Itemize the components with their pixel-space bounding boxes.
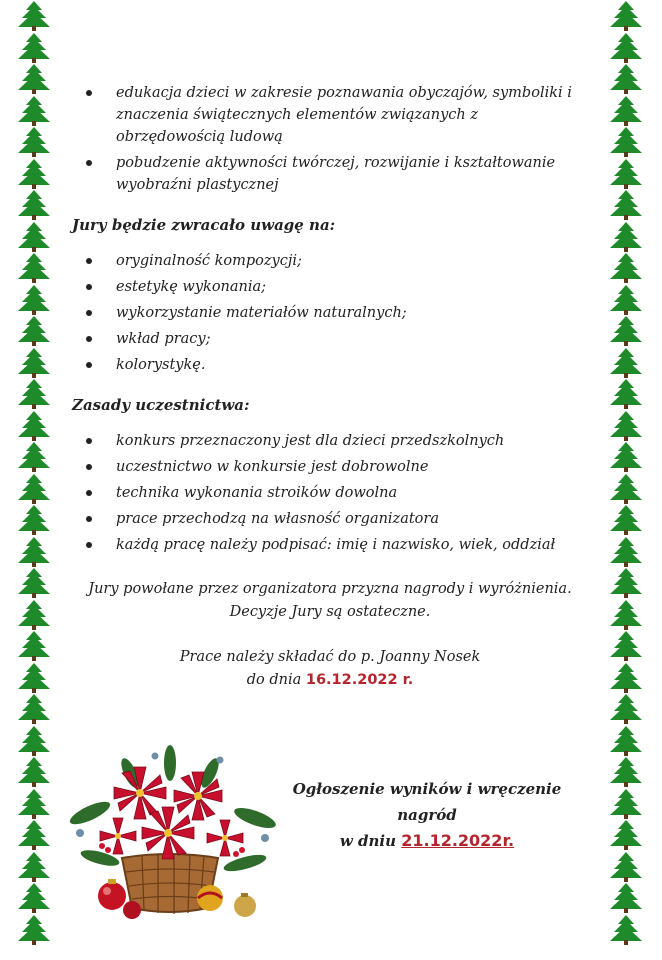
christmas-tree-icon <box>606 189 646 220</box>
list-item: pobudzenie aktywności twórczej, rozwijanie i kształtowanie wyobraźni plastycznej <box>70 152 590 196</box>
christmas-tree-icon <box>14 63 54 94</box>
christmas-tree-icon <box>606 819 646 850</box>
christmas-tree-icon <box>606 63 646 94</box>
christmas-tree-icon <box>606 536 646 567</box>
christmas-tree-icon <box>14 819 54 850</box>
christmas-tree-icon <box>14 189 54 220</box>
christmas-tree-icon <box>606 95 646 126</box>
submission-info <box>70 646 590 692</box>
poinsettia-basket-icon <box>60 738 280 928</box>
jury-note-line: Decyzje Jury są ostateczne. <box>229 604 431 620</box>
left-tree-border <box>14 0 54 960</box>
christmas-tree-icon <box>14 662 54 693</box>
deadline-date: 16.12.2022 r. <box>305 672 414 688</box>
christmas-tree-icon <box>606 0 646 31</box>
right-tree-border <box>606 0 646 960</box>
deadline-prefix: do dnia <box>246 672 306 688</box>
list-item: uczestnictwo w konkursie jest dobrowolne <box>70 456 590 478</box>
christmas-tree-icon <box>14 315 54 346</box>
christmas-tree-icon <box>14 693 54 724</box>
christmas-tree-icon <box>606 599 646 630</box>
list-item: estetykę wykonania; <box>70 276 590 298</box>
christmas-tree-icon <box>606 221 646 252</box>
christmas-tree-icon <box>14 32 54 63</box>
christmas-tree-icon <box>14 410 54 441</box>
list-item: technika wykonania stroików dowolna <box>70 482 590 504</box>
rules-list <box>70 430 590 556</box>
christmas-tree-icon <box>14 378 54 409</box>
christmas-tree-icon <box>606 882 646 913</box>
christmas-tree-icon <box>606 252 646 283</box>
christmas-tree-icon <box>14 0 54 31</box>
jury-note <box>70 578 590 624</box>
christmas-tree-icon <box>14 95 54 126</box>
christmas-tree-icon <box>606 473 646 504</box>
christmas-tree-icon <box>606 347 646 378</box>
christmas-tree-icon <box>14 630 54 661</box>
rules-heading: Zasady uczestnictwa: <box>72 396 250 414</box>
christmas-tree-icon <box>606 693 646 724</box>
christmas-tree-icon <box>14 473 54 504</box>
christmas-tree-icon <box>606 851 646 882</box>
christmas-tree-icon <box>14 441 54 472</box>
christmas-tree-icon <box>14 284 54 315</box>
results-date-line <box>262 828 592 854</box>
christmas-tree-icon <box>14 756 54 787</box>
christmas-tree-icon <box>14 158 54 189</box>
list-item: wkład pracy; <box>70 328 590 350</box>
results-title: Ogłoszenie wyników i wręczenie nagród <box>292 780 562 824</box>
list-item: konkurs przeznaczony jest dla dzieci przedszkolnych <box>70 430 590 452</box>
list-item: edukacja dzieci w zakresie poznawania obyczajów, symboliki i znaczenia świątecznych elementów związanych z obrzędowością ludową <box>70 82 590 148</box>
christmas-tree-icon <box>606 788 646 819</box>
christmas-tree-icon <box>14 914 54 945</box>
christmas-tree-icon <box>14 347 54 378</box>
christmas-tree-icon <box>606 630 646 661</box>
christmas-tree-icon <box>14 599 54 630</box>
results-prefix: w dniu <box>339 832 402 850</box>
list-item: wykorzystanie materiałów naturalnych; <box>70 302 590 324</box>
christmas-tree-icon <box>606 914 646 945</box>
christmas-tree-icon <box>14 126 54 157</box>
christmas-tree-icon <box>14 567 54 598</box>
goals-list <box>70 82 590 196</box>
christmas-tree-icon <box>14 725 54 756</box>
jury-heading: Jury będzie zwracało uwagę na: <box>72 216 336 234</box>
christmas-tree-icon <box>606 756 646 787</box>
christmas-tree-icon <box>606 504 646 535</box>
christmas-tree-icon <box>14 536 54 567</box>
christmas-tree-icon <box>606 158 646 189</box>
list-item: każdą pracę należy podpisać: imię i nazwisko, wiek, oddział <box>70 534 590 556</box>
jury-note-line: Jury powołane przez organizatora przyzna nagrody i wyróżnienia. <box>88 581 572 597</box>
christmas-tree-icon <box>606 725 646 756</box>
results-announcement <box>262 776 592 854</box>
christmas-tree-icon <box>606 410 646 441</box>
christmas-tree-icon <box>606 441 646 472</box>
christmas-tree-icon <box>606 315 646 346</box>
christmas-tree-icon <box>606 126 646 157</box>
christmas-tree-icon <box>14 504 54 535</box>
results-date: 21.12.2022r. <box>401 831 515 850</box>
list-item: kolorystykę. <box>70 354 590 376</box>
list-item: oryginalność kompozycji; <box>70 250 590 272</box>
list-item: prace przechodzą na własność organizatora <box>70 508 590 530</box>
christmas-tree-icon <box>14 851 54 882</box>
christmas-tree-icon <box>606 284 646 315</box>
christmas-tree-icon <box>14 882 54 913</box>
jury-criteria-list <box>70 250 590 376</box>
flyer-content <box>70 82 590 692</box>
submission-deadline <box>70 669 590 692</box>
christmas-tree-icon <box>606 378 646 409</box>
christmas-tree-icon <box>606 567 646 598</box>
submission-line: Prace należy składać do p. Joanny Nosek <box>179 649 481 665</box>
christmas-tree-icon <box>14 788 54 819</box>
christmas-tree-icon <box>14 252 54 283</box>
christmas-tree-icon <box>14 221 54 252</box>
christmas-tree-icon <box>606 662 646 693</box>
christmas-tree-icon <box>606 32 646 63</box>
